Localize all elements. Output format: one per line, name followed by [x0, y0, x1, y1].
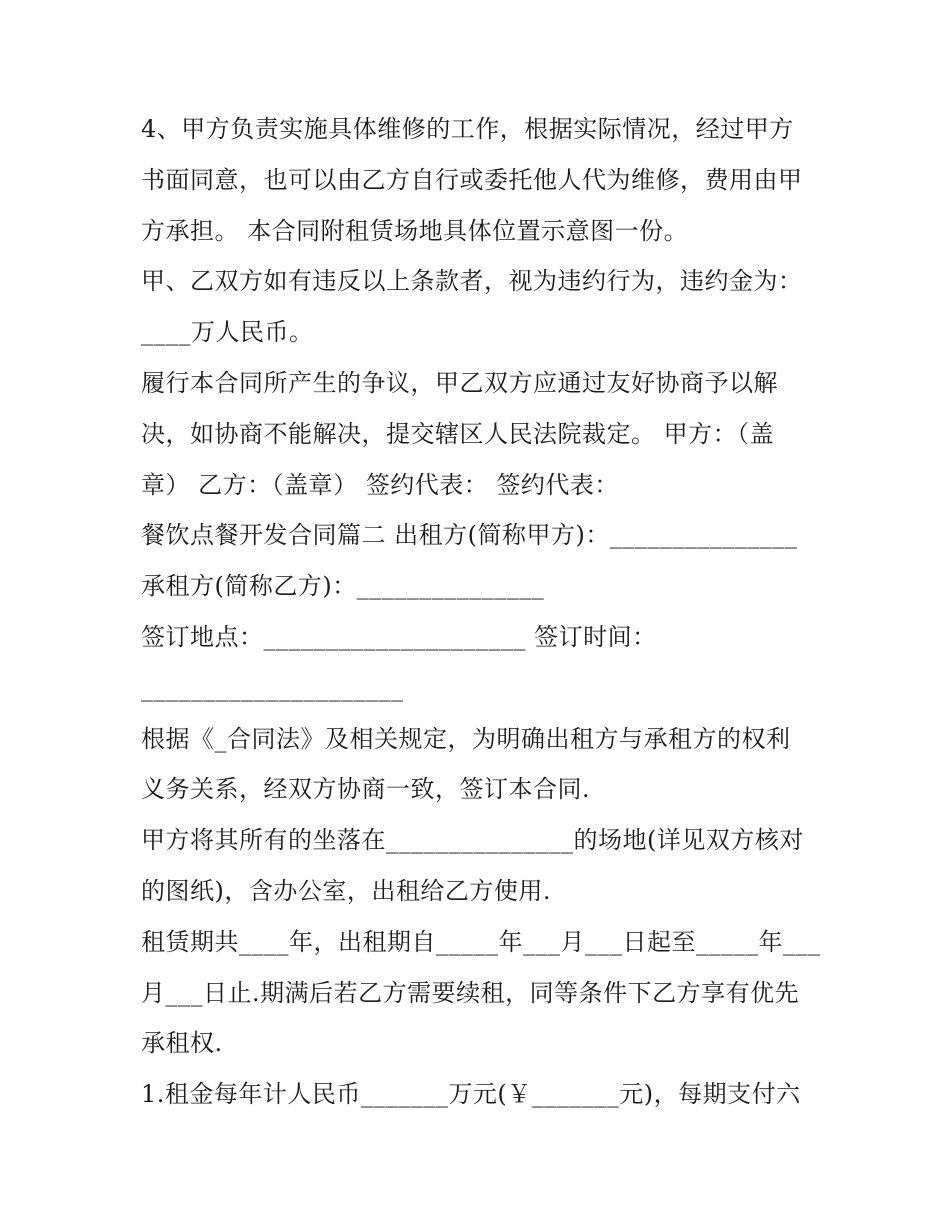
text-line: 月___日止.期满后若乙方需要续租，同等条件下乙方享有优先 [141, 978, 800, 1007]
text-line: 餐饮点餐开发合同篇二 出租方(简称甲方)：_______________ [141, 521, 798, 550]
text-line: 4、甲方负责实施具体维修的工作，根据实际情况，经过甲方 [141, 115, 794, 143]
text-line: 义务关系，经双方协商一致，签订本合同. [141, 775, 591, 804]
text-line: 决，如协商不能解决，提交辖区人民法院裁定。 甲方：（盖 [141, 419, 775, 448]
text-line: _____________________ [141, 673, 404, 702]
document-page [141, 104, 821, 1120]
text-line: 书面同意，也可以由乙方自行或委托他人代为维修，费用由甲 [141, 165, 803, 194]
text-line: 租赁期共____年，出租期自_____年___月___日起至_____年___ [141, 927, 821, 956]
text-line: 履行本合同所产生的争议，甲乙双方应通过友好协商予以解 [141, 368, 778, 397]
text-line: 方承担。 本合同附租赁场地具体位置示意图一份。 [141, 216, 689, 245]
text-line: 甲、乙双方如有违反以上条款者，视为违约行为，违约金为： [141, 267, 803, 296]
text-line: 的图纸)，含办公室，出租给乙方使用. [141, 876, 551, 905]
text-line: 甲方将其所有的坐落在_______________的场地(详见双方核对 [141, 826, 804, 855]
text-line: 签订地点：_____________________ 签订时间： [141, 622, 657, 651]
text-line: 承租权. [141, 1029, 223, 1058]
text-line: 根据《_合同法》及相关规定，为明确出租方与承租方的权利 [141, 724, 791, 753]
text-line: 1.租金每年计人民币_______万元(￥_______元)，每期支付六 [141, 1080, 801, 1109]
text-line: 章） 乙方：（盖章） 签约代表： 签约代表： [141, 470, 619, 499]
text-line: ____万人民币。 [141, 318, 314, 347]
text-line: 承租方(简称乙方)：_______________ [141, 572, 545, 601]
